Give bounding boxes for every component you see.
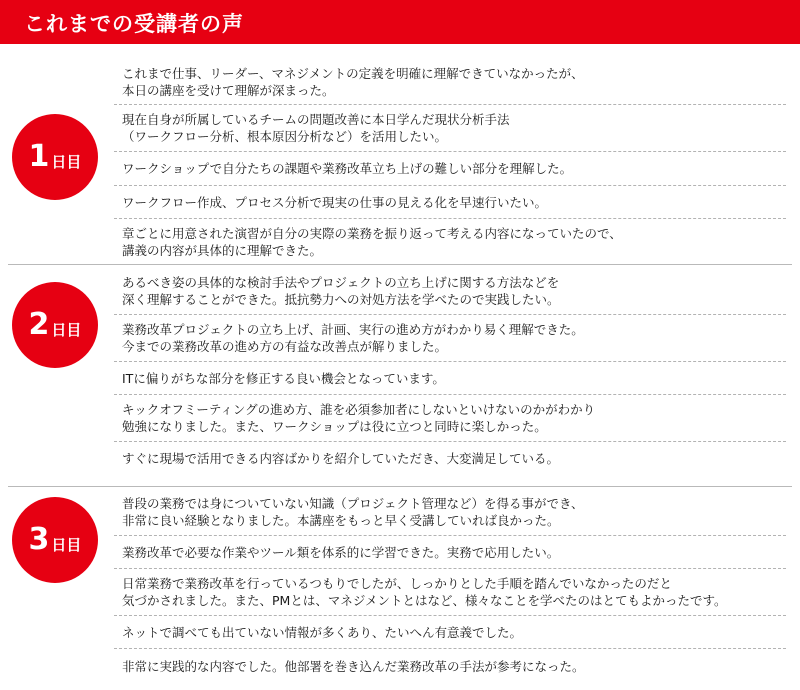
- comment-line: 普段の業務では身についていない知識（プロジェクト管理など）を得る事ができ、: [122, 496, 584, 511]
- day-3-comments: [114, 489, 786, 683]
- comment-line: これまで仕事、リーダー、マネジメントの定義を明確に理解できていなかったが、: [122, 66, 584, 81]
- day-1-comments: [114, 60, 786, 265]
- comment-item: [114, 616, 786, 649]
- page-title: これまでの受講者の声: [24, 12, 244, 36]
- comment-line: 気づかされました。また、PMとは、マネジメントとはなど、様々なことを学べたのはとてもよかったです。: [122, 593, 727, 608]
- comment-line: キックオフミーティングの進め方、誰を必須参加者にしないといけないのかがわかり: [122, 402, 596, 417]
- comment-line: すぐに現場で活用できる内容ばかりを紹介していただき、大変満足している。: [122, 450, 560, 466]
- comment-item: [114, 649, 786, 683]
- day-unit: 日目: [51, 152, 82, 171]
- comment-item: [114, 569, 786, 616]
- comment-line: 本日の講座を受けて理解が深まった。: [122, 83, 335, 98]
- comment-line: 講義の内容が具体的に理解できた。: [122, 243, 323, 258]
- comment-item: [114, 442, 786, 474]
- day-3-badge: [12, 497, 98, 583]
- comment-line: ワークショップで自分たちの課題や業務改革立ち上げの難しい部分を理解した。: [122, 161, 573, 176]
- day-number: 2: [28, 307, 50, 342]
- comment-item: [114, 60, 786, 105]
- comment-item: [114, 105, 786, 152]
- comment-item: [114, 536, 786, 569]
- comment-line: ITに偏りがちな部分を修正する良い機会となっています。: [122, 370, 445, 386]
- comment-line: 現在自身が所属しているチームの問題改善に本日学んだ現状分析手法: [122, 112, 510, 127]
- day-1-section: [0, 50, 800, 264]
- comment-line: （ワークフロー分析、根本原因分析など）を活用したい。: [122, 129, 448, 144]
- comment-line: 今までの業務改革の進め方の有益な改善点が解りました。: [122, 339, 448, 354]
- comment-item: [114, 489, 786, 536]
- day-unit: 日目: [51, 535, 82, 554]
- day-2-badge: [12, 282, 98, 368]
- day-2-comments: [114, 268, 786, 474]
- comment-line: 深く理解することができた。抵抗勢力への対処方法を学べたので実践したい。: [122, 292, 560, 307]
- comment-line: 非常に良い経験となりました。本講座をもっと早く受講していれば良かった。: [122, 513, 560, 528]
- comment-item: [114, 152, 786, 186]
- page-header: [0, 0, 800, 44]
- comment-item: [114, 315, 786, 362]
- comment-line: 勉強になりました。また、ワークショップは役に立つと同時に楽しかった。: [122, 419, 547, 434]
- comment-line: 日常業務で業務改革を行っているつもりでしたが、しっかりとした手順を踏んでいなかったのだと: [122, 576, 672, 591]
- day-3-section: [0, 486, 800, 690]
- comment-line: ネットで調べても出ていない情報が多くあり、たいへん有意義でした。: [122, 624, 523, 640]
- comment-line: 章ごとに用意された演習が自分の実際の業務を振り返って考える内容になっていたので、: [122, 226, 622, 241]
- day-2-section: [0, 264, 800, 486]
- comment-item: [114, 219, 786, 265]
- day-number: 1: [28, 139, 50, 174]
- comment-item: [114, 186, 786, 219]
- comment-item: [114, 268, 786, 315]
- comment-item: [114, 362, 786, 395]
- comment-line: あるべき姿の具体的な検討手法やプロジェクトの立ち上げに関する方法などを: [122, 275, 560, 290]
- comment-line: 非常に実践的な内容でした。他部署を巻き込んだ業務改革の手法が参考になった。: [122, 658, 585, 674]
- day-1-badge: [12, 114, 98, 200]
- day-unit: 日目: [51, 320, 82, 339]
- day-number: 3: [28, 522, 50, 557]
- comment-line: 業務改革で必要な作業やツール類を体系的に学習できた。実務で応用したい。: [122, 544, 560, 560]
- comment-line: ワークフロー作成、プロセス分析で現実の仕事の見える化を早速行いたい。: [122, 194, 548, 210]
- comment-line: 業務改革プロジェクトの立ち上げ、計画、実行の進め方がわかり易く理解できた。: [122, 322, 584, 337]
- comment-item: [114, 395, 786, 442]
